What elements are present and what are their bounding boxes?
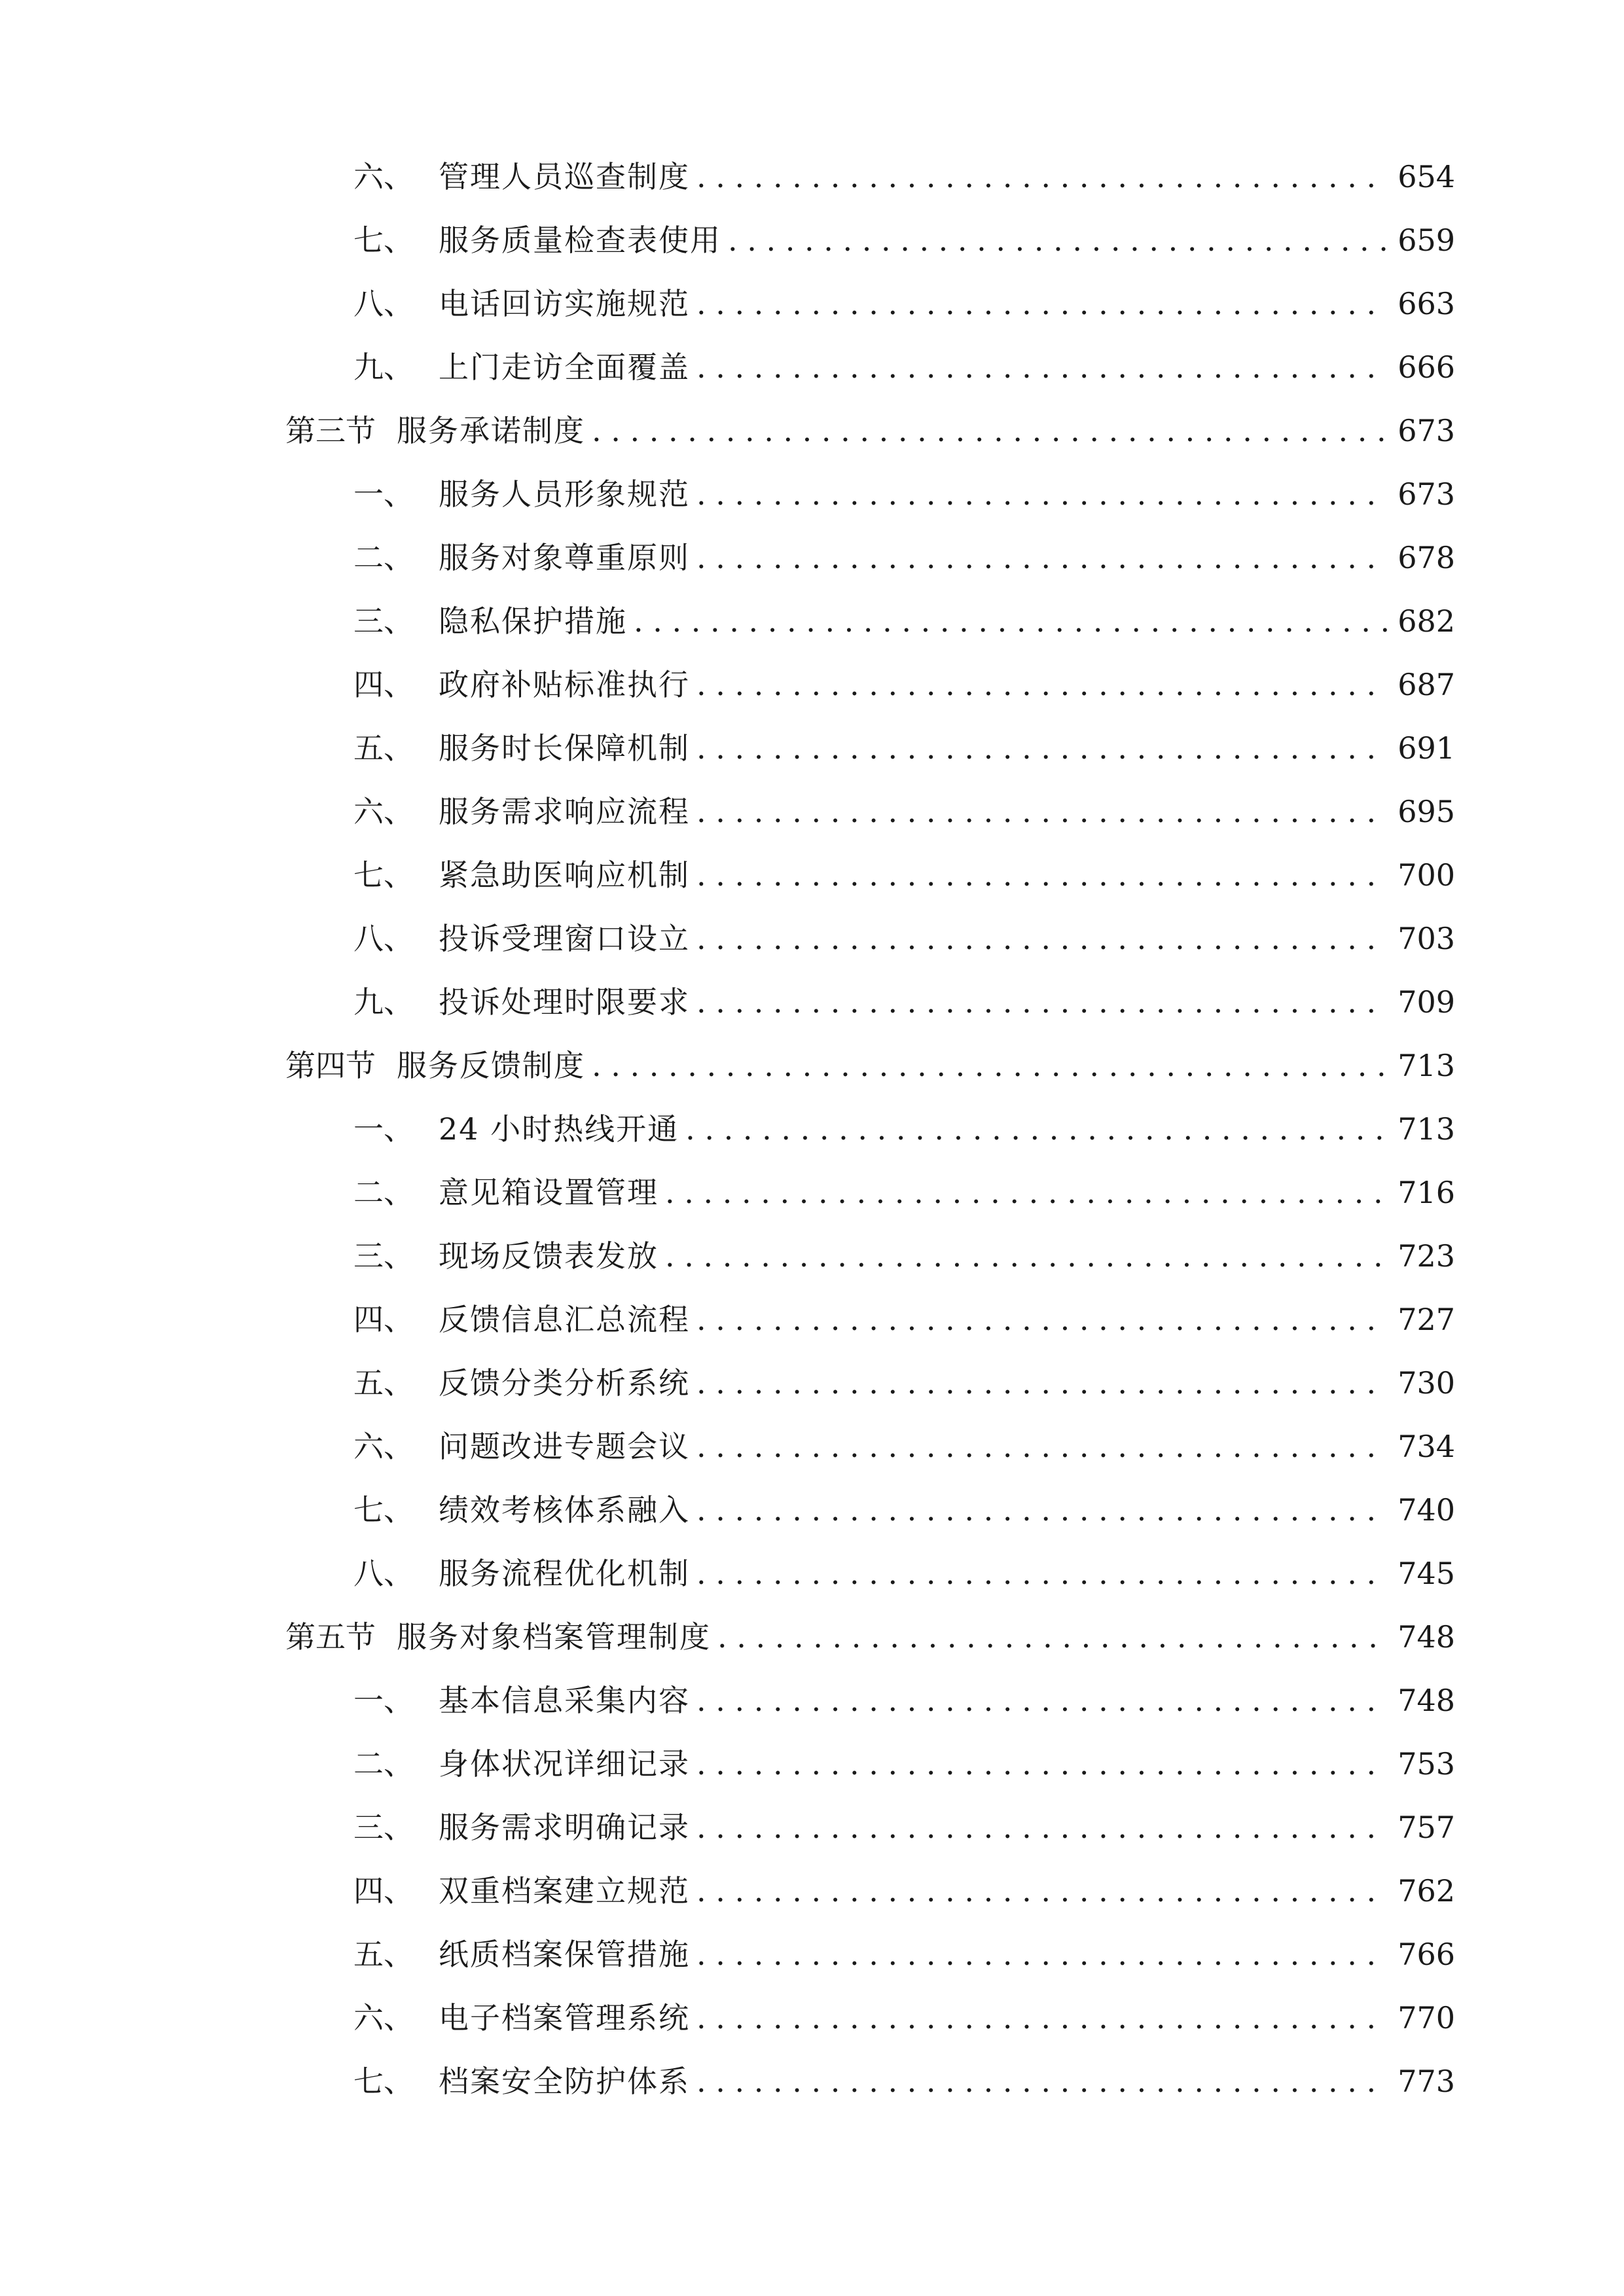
toc-entry[interactable] (353, 665, 1455, 704)
toc-entry-title: 投诉受理窗口设立 (439, 921, 690, 956)
toc-entry-title: 绩效考核体系融入 (439, 1492, 690, 1528)
toc-entry-number: 九、 (353, 984, 414, 1020)
toc-entry-page: 762 (1398, 1873, 1455, 1909)
toc-entry-number: 七、 (353, 1492, 414, 1528)
toc-entry-title: 电子档案管理系统 (439, 2000, 690, 2036)
toc-dot-leader (696, 1554, 1388, 1593)
toc-entry-title: 纸质档案保管措施 (439, 1937, 690, 1972)
toc-entry[interactable] (353, 728, 1455, 768)
toc-entry[interactable] (353, 538, 1455, 577)
toc-entry-title: 服务质量检查表使用 (439, 223, 721, 258)
toc-dot-leader (696, 475, 1388, 514)
toc-entry-title: 管理人员巡查制度 (439, 159, 690, 194)
toc-entry-page: 691 (1398, 730, 1455, 766)
toc-entry-page: 734 (1398, 1429, 1455, 1464)
toc-entry-title: 服务时长保障机制 (439, 730, 690, 766)
toc-entry-number: 八、 (353, 921, 414, 956)
toc-entry-number: 二、 (353, 1746, 414, 1782)
toc-entry[interactable] (353, 1744, 1455, 1784)
toc-dot-leader (696, 728, 1388, 768)
toc-entry[interactable] (353, 1998, 1455, 2037)
toc-dot-leader (696, 1871, 1388, 1910)
toc-entry-number: 第五节 (285, 1619, 376, 1655)
toc-entry-number: 一、 (353, 1683, 414, 1718)
toc-entry-number: 七、 (353, 857, 414, 893)
toc-dot-leader (717, 1617, 1388, 1657)
toc-entry-title: 服务承诺制度 (397, 413, 585, 448)
toc-entry-page: 727 (1398, 1302, 1455, 1337)
toc-entry-page: 745 (1398, 1556, 1455, 1591)
toc-entry-number: 九、 (353, 350, 414, 385)
toc-dot-leader (696, 1490, 1388, 1530)
toc-entry-number: 四、 (353, 1302, 414, 1337)
toc-entry-title: 政府补贴标准执行 (439, 667, 690, 702)
toc-entry-number: 三、 (353, 1238, 414, 1274)
toc-dot-leader (634, 601, 1388, 641)
toc-entry[interactable] (353, 1935, 1455, 1974)
toc-entry-title: 服务对象档案管理制度 (397, 1619, 711, 1655)
toc-section-entry[interactable] (285, 1046, 1455, 1085)
toc-dot-leader (592, 411, 1388, 450)
toc-entry-title: 服务人员形象规范 (439, 476, 690, 512)
toc-entry[interactable] (353, 1363, 1455, 1403)
toc-entry-page: 654 (1398, 159, 1455, 194)
toc-entry-page: 713 (1398, 1048, 1455, 1083)
toc-entry-page: 678 (1398, 540, 1455, 575)
toc-entry[interactable] (353, 1554, 1455, 1593)
toc-entry-page: 773 (1398, 2064, 1455, 2099)
toc-entry-number: 六、 (353, 1429, 414, 1464)
toc-entry-number: 五、 (353, 730, 414, 766)
toc-entry-title: 紧急助医响应机制 (439, 857, 690, 893)
toc-entry-title: 反馈分类分析系统 (439, 1365, 690, 1401)
toc-entry-title: 基本信息采集内容 (439, 1683, 690, 1718)
toc-entry-number: 一、 (353, 476, 414, 512)
toc-entry-number: 第四节 (285, 1048, 376, 1083)
toc-entry-number: 八、 (353, 286, 414, 321)
toc-entry-number: 四、 (353, 667, 414, 702)
toc-entry[interactable] (353, 221, 1455, 260)
toc-entry-number: 二、 (353, 1175, 414, 1210)
toc-entry[interactable] (353, 1490, 1455, 1530)
toc-entry[interactable] (353, 1808, 1455, 1847)
toc-dot-leader (696, 1681, 1388, 1720)
toc-entry-page: 673 (1398, 413, 1455, 448)
toc-entry-page: 673 (1398, 476, 1455, 512)
toc-dot-leader (696, 1300, 1388, 1339)
toc-entry[interactable] (353, 157, 1455, 196)
toc-entry-title: 反馈信息汇总流程 (439, 1302, 690, 1337)
toc-dot-leader (696, 792, 1388, 831)
toc-entry-title: 服务对象尊重原则 (439, 540, 690, 575)
toc-entry-page: 666 (1398, 350, 1455, 385)
toc-dot-leader (696, 284, 1388, 323)
toc-entry-page: 766 (1398, 1937, 1455, 1972)
toc-entry-page: 695 (1398, 794, 1455, 829)
toc-entry[interactable] (353, 1109, 1455, 1149)
toc-dot-leader (696, 348, 1388, 387)
toc-entry-number: 七、 (353, 223, 414, 258)
toc-dot-leader (728, 221, 1388, 260)
toc-entry-page: 770 (1398, 2000, 1455, 2036)
toc-dot-leader (696, 1935, 1388, 1974)
toc-entry[interactable] (353, 1871, 1455, 1910)
toc-entry[interactable] (353, 1681, 1455, 1720)
toc-dot-leader (592, 1046, 1388, 1085)
toc-entry-title: 问题改进专题会议 (439, 1429, 690, 1464)
toc-section-entry[interactable] (285, 1617, 1455, 1657)
toc-entry-title: 24 小时热线开通 (439, 1111, 679, 1147)
toc-entry[interactable] (353, 1300, 1455, 1339)
toc-dot-leader (696, 1744, 1388, 1784)
toc-entry-number: 三、 (353, 603, 414, 639)
toc-entry-number: 五、 (353, 1365, 414, 1401)
toc-entry-page: 740 (1398, 1492, 1455, 1528)
toc-entry-number: 五、 (353, 1937, 414, 1972)
toc-entry-number: 二、 (353, 540, 414, 575)
toc-entry-number: 六、 (353, 794, 414, 829)
toc-dot-leader (696, 1998, 1388, 2037)
toc-entry-title: 服务需求明确记录 (439, 1810, 690, 1845)
toc-entry-number: 一、 (353, 1111, 414, 1147)
toc-entry-title: 服务反馈制度 (397, 1048, 585, 1083)
toc-entry[interactable] (353, 855, 1455, 895)
toc-entry[interactable] (353, 475, 1455, 514)
toc-dot-leader (696, 1427, 1388, 1466)
toc-entry-title: 隐私保护措施 (439, 603, 627, 639)
toc-entry-page: 663 (1398, 286, 1455, 321)
toc-entry-number: 六、 (353, 159, 414, 194)
toc-entry-title: 双重档案建立规范 (439, 1873, 690, 1909)
toc-entry-number: 八、 (353, 1556, 414, 1591)
toc-entry-number: 六、 (353, 2000, 414, 2036)
toc-entry-title: 服务需求响应流程 (439, 794, 690, 829)
toc-dot-leader (696, 1808, 1388, 1847)
toc-entry[interactable] (353, 982, 1455, 1022)
toc-entry-title: 身体状况详细记录 (439, 1746, 690, 1782)
toc-entry-title: 档案安全防护体系 (439, 2064, 690, 2099)
toc-dot-leader (696, 538, 1388, 577)
toc-section-entry[interactable] (285, 411, 1455, 450)
toc-dot-leader (696, 665, 1388, 704)
toc-entry[interactable] (353, 1236, 1455, 1276)
toc-entry[interactable] (353, 1427, 1455, 1466)
toc-entry[interactable] (353, 601, 1455, 641)
toc-entry[interactable] (353, 1173, 1455, 1212)
toc-entry-number: 第三节 (285, 413, 376, 448)
toc-dot-leader (696, 157, 1388, 196)
toc-entry-title: 服务流程优化机制 (439, 1556, 690, 1591)
toc-entry-page: 700 (1398, 857, 1455, 893)
toc-entry-page: 716 (1398, 1175, 1455, 1210)
toc-entry-title: 电话回访实施规范 (439, 286, 690, 321)
toc-entry-page: 713 (1398, 1111, 1455, 1147)
toc-entry-number: 七、 (353, 2064, 414, 2099)
toc-entry-number: 三、 (353, 1810, 414, 1845)
toc-dot-leader (665, 1173, 1388, 1212)
toc-entry-page: 723 (1398, 1238, 1455, 1274)
toc-dot-leader (696, 2062, 1388, 2101)
toc-entry-number: 四、 (353, 1873, 414, 1909)
toc-dot-leader (665, 1236, 1388, 1276)
toc-entry-title: 上门走访全面覆盖 (439, 350, 690, 385)
toc-entry-page: 753 (1398, 1746, 1455, 1782)
toc-entry-title: 意见箱设置管理 (439, 1175, 659, 1210)
toc-entry-page: 757 (1398, 1810, 1455, 1845)
toc-dot-leader (696, 919, 1388, 958)
toc-dot-leader (696, 1363, 1388, 1403)
toc-entry[interactable] (353, 792, 1455, 831)
toc-entry[interactable] (353, 919, 1455, 958)
toc-entry-title: 现场反馈表发放 (439, 1238, 659, 1274)
toc-entry-page: 748 (1398, 1619, 1455, 1655)
toc-entry-page: 709 (1398, 984, 1455, 1020)
toc-entry-page: 730 (1398, 1365, 1455, 1401)
toc-entry[interactable] (353, 284, 1455, 323)
toc-entry-page: 659 (1398, 223, 1455, 258)
toc-entry-page: 748 (1398, 1683, 1455, 1718)
toc-entry[interactable] (353, 2062, 1455, 2101)
toc-entry[interactable] (353, 348, 1455, 387)
toc-dot-leader (685, 1109, 1388, 1149)
toc-dot-leader (696, 855, 1388, 895)
toc-entry-page: 682 (1398, 603, 1455, 639)
toc-dot-leader (696, 982, 1388, 1022)
toc-entry-page: 687 (1398, 667, 1455, 702)
toc-entry-title: 投诉处理时限要求 (439, 984, 690, 1020)
toc-entry-page: 703 (1398, 921, 1455, 956)
